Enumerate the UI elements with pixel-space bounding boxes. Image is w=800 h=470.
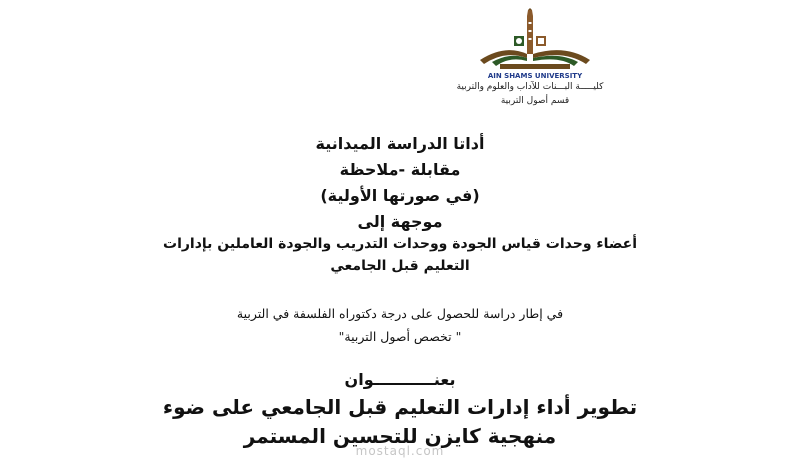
methods-line: مقابلة -ملاحظة (339, 160, 461, 179)
watermark: mostaql.com (355, 444, 445, 458)
thesis-title-line-2: منهجية كايزن للتحسين المستمر (243, 424, 557, 448)
audience-line-2: التعليم قبل الجامعي (330, 258, 470, 274)
study-tools-heading: أداتا الدراسة الميدانية (315, 134, 485, 153)
department-name: قسم أصول التربية (500, 96, 570, 106)
entitled-label: بعنـــــــــــوان (344, 370, 456, 389)
addressed-to-line: موجهة إلى (357, 212, 443, 231)
audience-line-1: أعضاء وحدات قياس الجودة ووحدات التدريب والجودة العاملين بإدارات (163, 236, 637, 252)
thesis-title-line-1: تطوير أداء إدارات التعليم قبل الجامعي على ضوء (162, 395, 638, 419)
faculty-name: كليـــــة البـــنات للآداب والعلوم والتربية (456, 82, 604, 92)
initial-form-line: (في صورتها الأولية) (320, 186, 480, 205)
university-logo (470, 8, 600, 80)
logo-text: AIN SHAMS UNIVERSITY (487, 72, 583, 80)
degree-line-2: " تخصص أصول التربية" (338, 329, 462, 344)
degree-line-1: في إطار دراسة للحصول على درجة دكتوراه الفلسفة في التربية (236, 306, 564, 321)
